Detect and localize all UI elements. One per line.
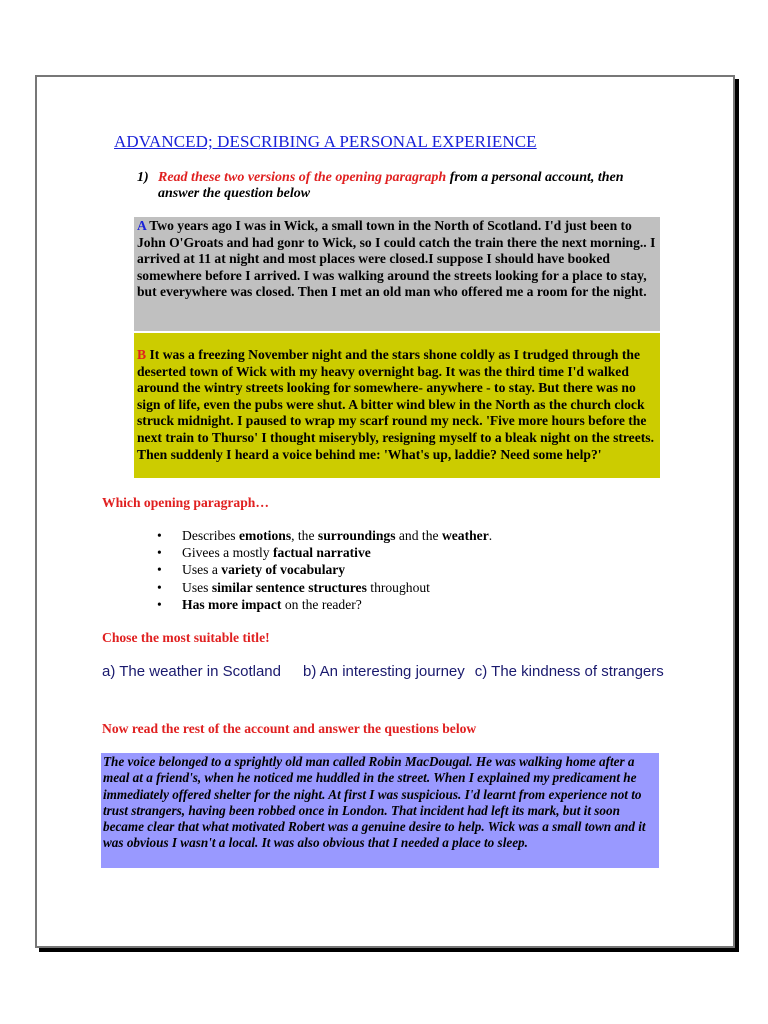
now-heading: Now read the rest of the account and answer the questions below [102,721,477,736]
list-item: • Has more impact on the reader? [157,596,362,612]
version-b-box [134,333,660,478]
which-heading: Which opening paragraph… [102,495,269,510]
bullet-icon: • [157,562,162,578]
bullet-icon: • [157,528,162,543]
continuation-box [101,753,659,868]
version-a-text: Two years ago I was in Wick, a small town in the North of Scotland. I'd just been to John O'Groats and had gonr to Wick, so I could catch the train there the next morning.. I arrived at 11 at night and most places were closed.I suppose I should have booked somewhere before I arrived. I was walking around the streets looking for a place to stay, but everywhere was closed. Then I met an old man who offered me a room for the night. [137,218,656,300]
instruction-highlight: Read these two versions of the opening paragraph [158,170,447,185]
title-options [102,662,672,681]
question-instruction [158,170,638,202]
title-option-c: c) The kindness of strangers [474,663,664,680]
bullet-icon: • [157,579,162,595]
bullet-icon: • [157,596,162,612]
bullet-icon: • [157,545,162,561]
page-title: ADVANCED; DESCRIBING A PERSONAL EXPERIENCE [114,132,537,151]
title-option-b: b) An interesting journey [303,663,465,680]
document-page [35,75,735,948]
version-b-letter: B [137,347,147,362]
list-item: • Givees a mostly factual narrative [157,545,371,561]
question-number: 1) [137,170,149,185]
version-b-text: It was a freezing November night and the stars shone coldly as I trudged through the deserted town of Wick with my heavy overnight bag. It was the third time I'd walked around the wintry streets looking for somewhere- anywhere - to stay. But there was no sign of life, even the pubs were shut. A bitter wind blew in the North as the church clock struck midnight. I paused to wrap my scarf round my neck. 'Five more hours before the next train to Thurso' I thought miserybly, resigning myself to a bleak night on the streets. Then suddenly I heard a voice behind me: 'What's up, laddie? Need some help?' [137,347,654,462]
continuation-text: The voice belonged to a sprightly old man called Robin MacDougal. He was walking home after a meal at a friend's, when he noticed me huddled in the street. When I explained my predicament he immediately offered shelter for the night. At first I was suspicious. I'd learnt from experience not to trust strangers, having been robbed once in London. That incident had left its mark, but it soon became clear that what motivated Robert was a genuine desire to help. Wick was a small town and it was obvious I wasn't a local. It was also obvious that I needed a place to sleep. [103,754,646,851]
list-item: • Uses a variety of vocabulary [157,562,346,578]
title-option-a: a) The weather in Scotland [102,663,281,680]
version-a-box [134,217,660,331]
instruction-rest: from a personal account, then answer the question below [158,170,624,201]
criteria-list [157,527,492,613]
list-item: • Describes emotions, the surroundings and the weather. [157,528,493,543]
list-item: • Uses similar sentence structures throughout [157,579,430,595]
version-a-letter: A [137,218,147,233]
chose-heading: Chose the most suitable title! [102,630,270,645]
